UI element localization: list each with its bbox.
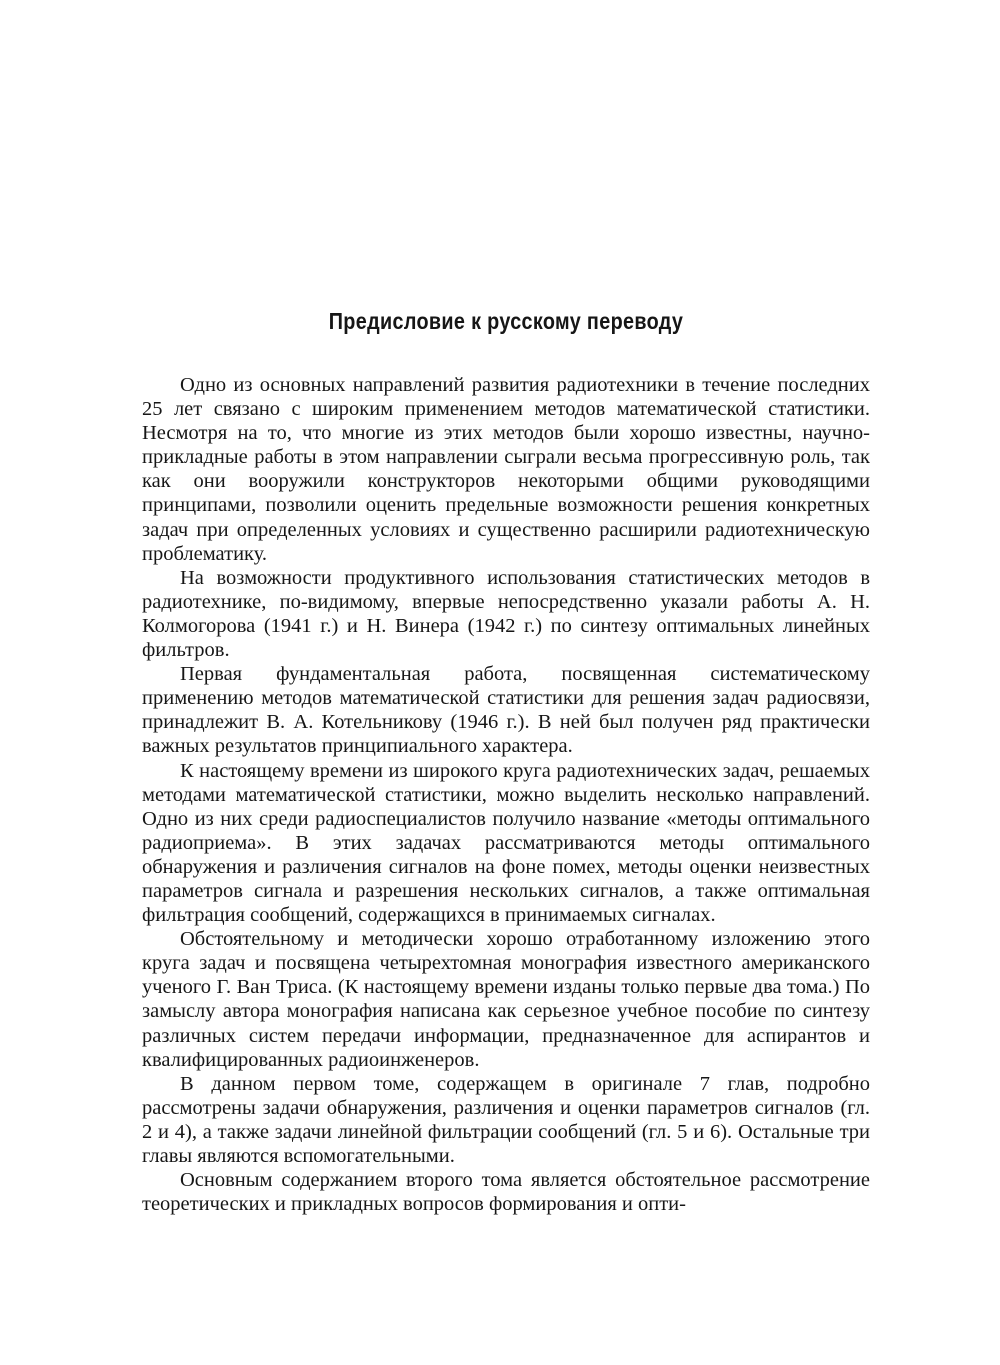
page-title: Предисловие к русскому переводу xyxy=(328,308,684,334)
page-content xyxy=(142,308,870,1216)
paragraph-1: Одно из основных направлений развития радиотехники в течение последних 25 лет связано с широким применением методов математической статистики. Несмотря на то, что многие из этих методов были хорошо известны, научно-прикладные работы в этом направлении сыграли весьма прогрессивную роль, так как они вооружили конструкторов некоторыми общими руководящими принципами, позволили оценить предельные возможности решения конкретных задач при определенных условиях и существенно расширили радиотехническую проблематику. xyxy=(142,374,870,565)
paragraph-6: В данном первом томе, содержащем в оригинале 7 глав, подробно рассмотрены задачи обнаружения, различения и оценки параметров сигналов (гл. 2 и 4), а также задачи линейной фильтрации сообщений (гл. 5 и 6). Остальные три главы являются вспомогательными. xyxy=(142,1072,870,1167)
paragraph-3: Первая фундаментальная работа, посвященная систематическому применению методов математической статистики для решения задач радиосвязи, принадлежит В. А. Котельникову (1946 г.). В ней был получен ряд практически важных результатов принципиального характера. xyxy=(142,663,870,758)
paragraph-5: Обстоятельному и методически хорошо отработанному изложению этого круга задач и посвящена четырехтомная монография известного американского ученого Г. Ван Триса. (К настоящему времени изданы только первые два тома.) По замыслу автора монография написана как серьезное учебное пособие по синтезу различных систем передачи информации, предназначенное для аспирантов и квалифицированных радиоинженеров. xyxy=(142,928,870,1071)
paragraph-7: Основным содержанием второго тома является обстоятельное рассмотрение теоретических и прикладных вопросов формирования и опти- xyxy=(142,1169,870,1216)
paragraph-4: К настоящему времени из широкого круга радиотехнических задач, решаемых методами математической статистики, можно выделить несколько направлений. Одно из них среди радиоспециалистов получило название «методы оптимального радиоприема». В этих задачах рассматриваются методы оптимального обнаружения и различения сигналов на фоне помех, методы оценки неизвестных параметров сигнала и разрешения нескольких сигналов, а также оптимальная фильтрация сообщений, содержащихся в принимаемых сигналах. xyxy=(142,759,870,927)
paragraph-2: На возможности продуктивного использования статистических методов в радиотехнике, по-видимому, впервые непосредственно указали работы А. Н. Колмогорова (1941 г.) и Н. Винера (1942 г.) по синтезу оптимальных линейных фильтров. xyxy=(142,566,870,662)
